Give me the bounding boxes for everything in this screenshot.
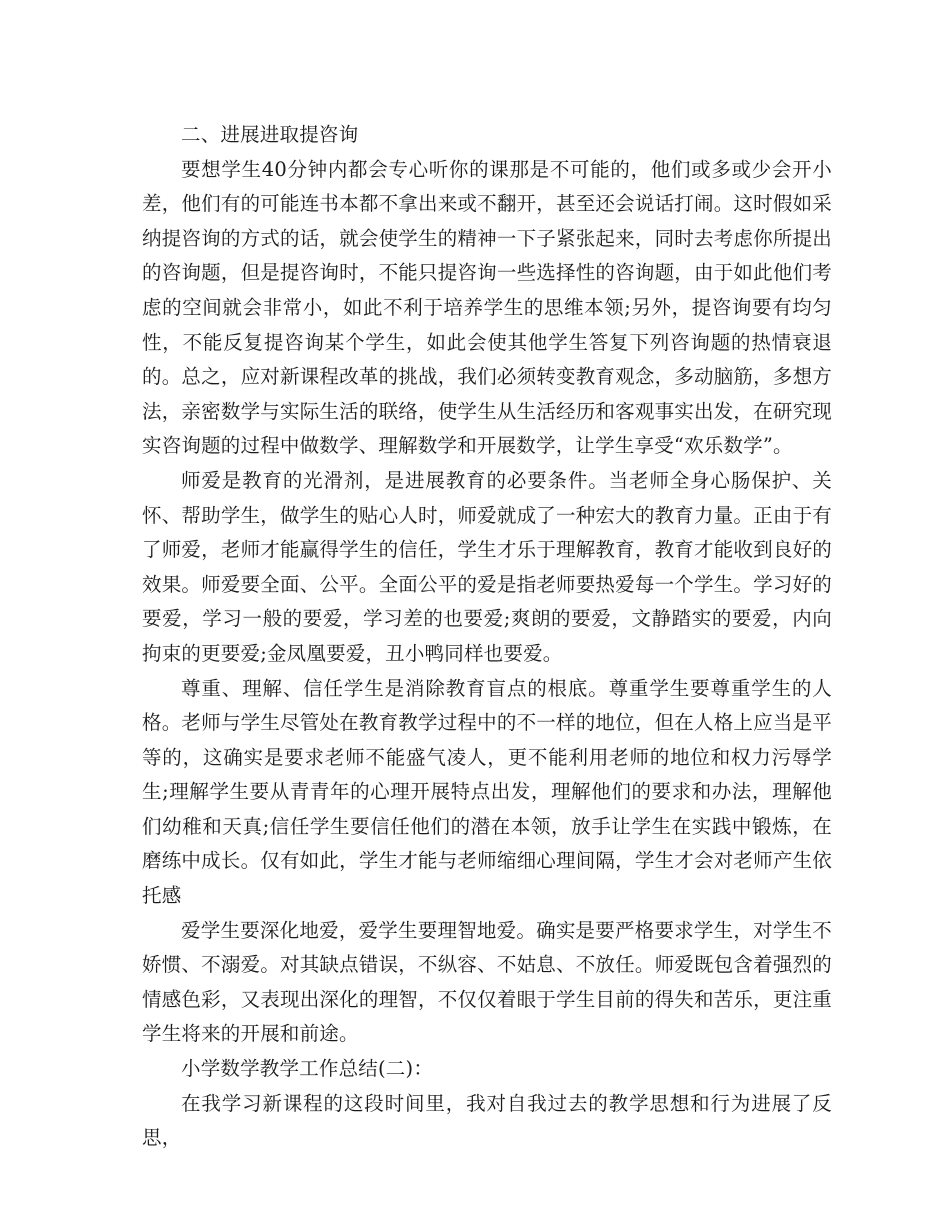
document-body <box>142 118 832 1156</box>
section-heading: 二、进展进取提咨询 <box>181 123 359 146</box>
paragraph: 尊重、理解、信任学生是消除教育盲点的根底。尊重学生要尊重学生的人格。老师与学生尽管处在教育教学过程中的不一样的地位，但在人格上应当是平等的，这确实是要求老师不能盛气凌人，更不能利用老师的地位和权力污辱学生;理解学生要从青青年的心理开展特点出发，理解他们的要求和办法，理解他们幼稚和天真;信任学生要信任他们的潜在本领，放手让学生在实践中锻炼，在磨练中成长。仅有如此，学生才能与老师缩细心理间隔，学生才会对老师产生依托感 <box>142 676 832 908</box>
paragraph: 师爱是教育的光滑剂，是进展教育的必要条件。当老师全身心肠保护、关怀、帮助学生，做学生的贴心人时，师爱就成了一种宏大的教育力量。正由于有了师爱，老师才能赢得学生的信任，学生才乐于理解教育，教育才能收到良好的效果。师爱要全面、公平。全面公平的爱是指老师要热爱每一个学生。学习好的要爱，学习一般的要爱，学习差的也要爱;爽朗的要爱，文静踏实的要爱，内向拘束的更要爱;金凤凰要爱，丑小鸭同样也要爱。 <box>142 468 832 665</box>
section-heading: 小学数学教学工作总结(二)： <box>181 1057 434 1081</box>
paragraph: 爱学生要深化地爱，爱学生要理智地爱。确实是要严格要求学生，对学生不娇惯、不溺爱。对其缺点错误，不纵容、不姑息、不放任。师爱既包含着强烈的情感色彩，又表现出深化的理智，不仅仅着眼于学生目前的得失和苦乐，更注重学生将来的开展和前途。 <box>142 918 832 1046</box>
paragraph: 在我学习新课程的这段时间里，我对自我过去的教学思想和行为进展了反思， <box>142 1091 832 1150</box>
paragraph: 要想学生40分钟内都会专心听你的课那是不可能的，他们或多或少会开小差，他们有的可能连书本都不拿出来或不翻开，甚至还会说话打闹。这时假如采纳提咨询的方式的话，就会使学生的精神一下子紧张起来，同时去考虑你所提出的咨询题，但是提咨询时，不能只提咨询一些选择性的咨询题，由于如此他们考虑的空间就会非常小，如此不利于培养学生的思维本领;另外，提咨询要有均匀性，不能反复提咨询某个学生，如此会使其他学生答复下列咨询题的热情衰退的。总之，应对新课程改革的挑战，我们必须转变教育观念，多动脑筋，多想方法，亲密数学与实际生活的联络，使学生从生活经历和客观事实出发，在研究现实咨询题的过程中做数学、理解数学和开展数学，让学生享受“欢乐数学”。 <box>142 157 832 458</box>
